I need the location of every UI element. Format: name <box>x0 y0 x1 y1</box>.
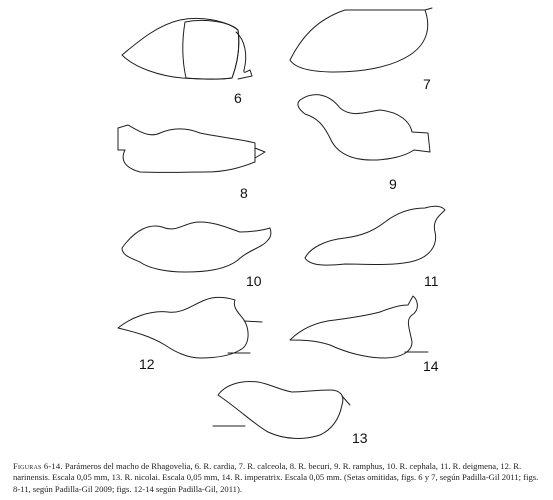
caption-text: Parámeros del macho de Rhagovelia, 6. R. cardia, 7. R. calceola, 8. R. becuri, 9. R. ramphus, 10. R. cephala, 11. R. deigmena, 12. R. narinensis. Escala 0,05 mm, 13. R. nicolai. Escala 0,05 mm, 14. R. imperatrix. Escala 0,05 mm. (Setas omitidas, figs. 6 y 7, según Padilla-Gil 2011; figs. 8-11, según Padilla-Gil 2009; figs. 12-14 según Padilla-Gil, 2011). <box>13 461 539 494</box>
paramere-fig-14 <box>290 296 428 358</box>
paramere-fig-7 <box>290 8 432 72</box>
caption-lead: Figuras 6-14. <box>13 461 63 471</box>
paramere-fig-12 <box>118 297 262 358</box>
paramere-fig-11 <box>305 206 445 265</box>
figure-label-8: 8 <box>240 185 248 201</box>
figure-caption <box>13 461 543 495</box>
figure-label-12: 12 <box>139 356 155 372</box>
figure-label-6: 6 <box>234 90 242 106</box>
figure-label-11: 11 <box>424 273 439 289</box>
figure-label-7: 7 <box>423 76 431 92</box>
paramere-fig-13 <box>213 382 350 439</box>
figure-label-13: 13 <box>352 430 368 446</box>
figure-label-9: 9 <box>389 176 397 192</box>
paramere-fig-6 <box>122 18 252 79</box>
figure-label-14: 14 <box>423 358 439 374</box>
paramere-fig-8 <box>118 125 265 172</box>
paramere-fig-9 <box>298 95 430 160</box>
figure-label-10: 10 <box>246 273 262 289</box>
paramere-fig-10 <box>122 222 271 272</box>
